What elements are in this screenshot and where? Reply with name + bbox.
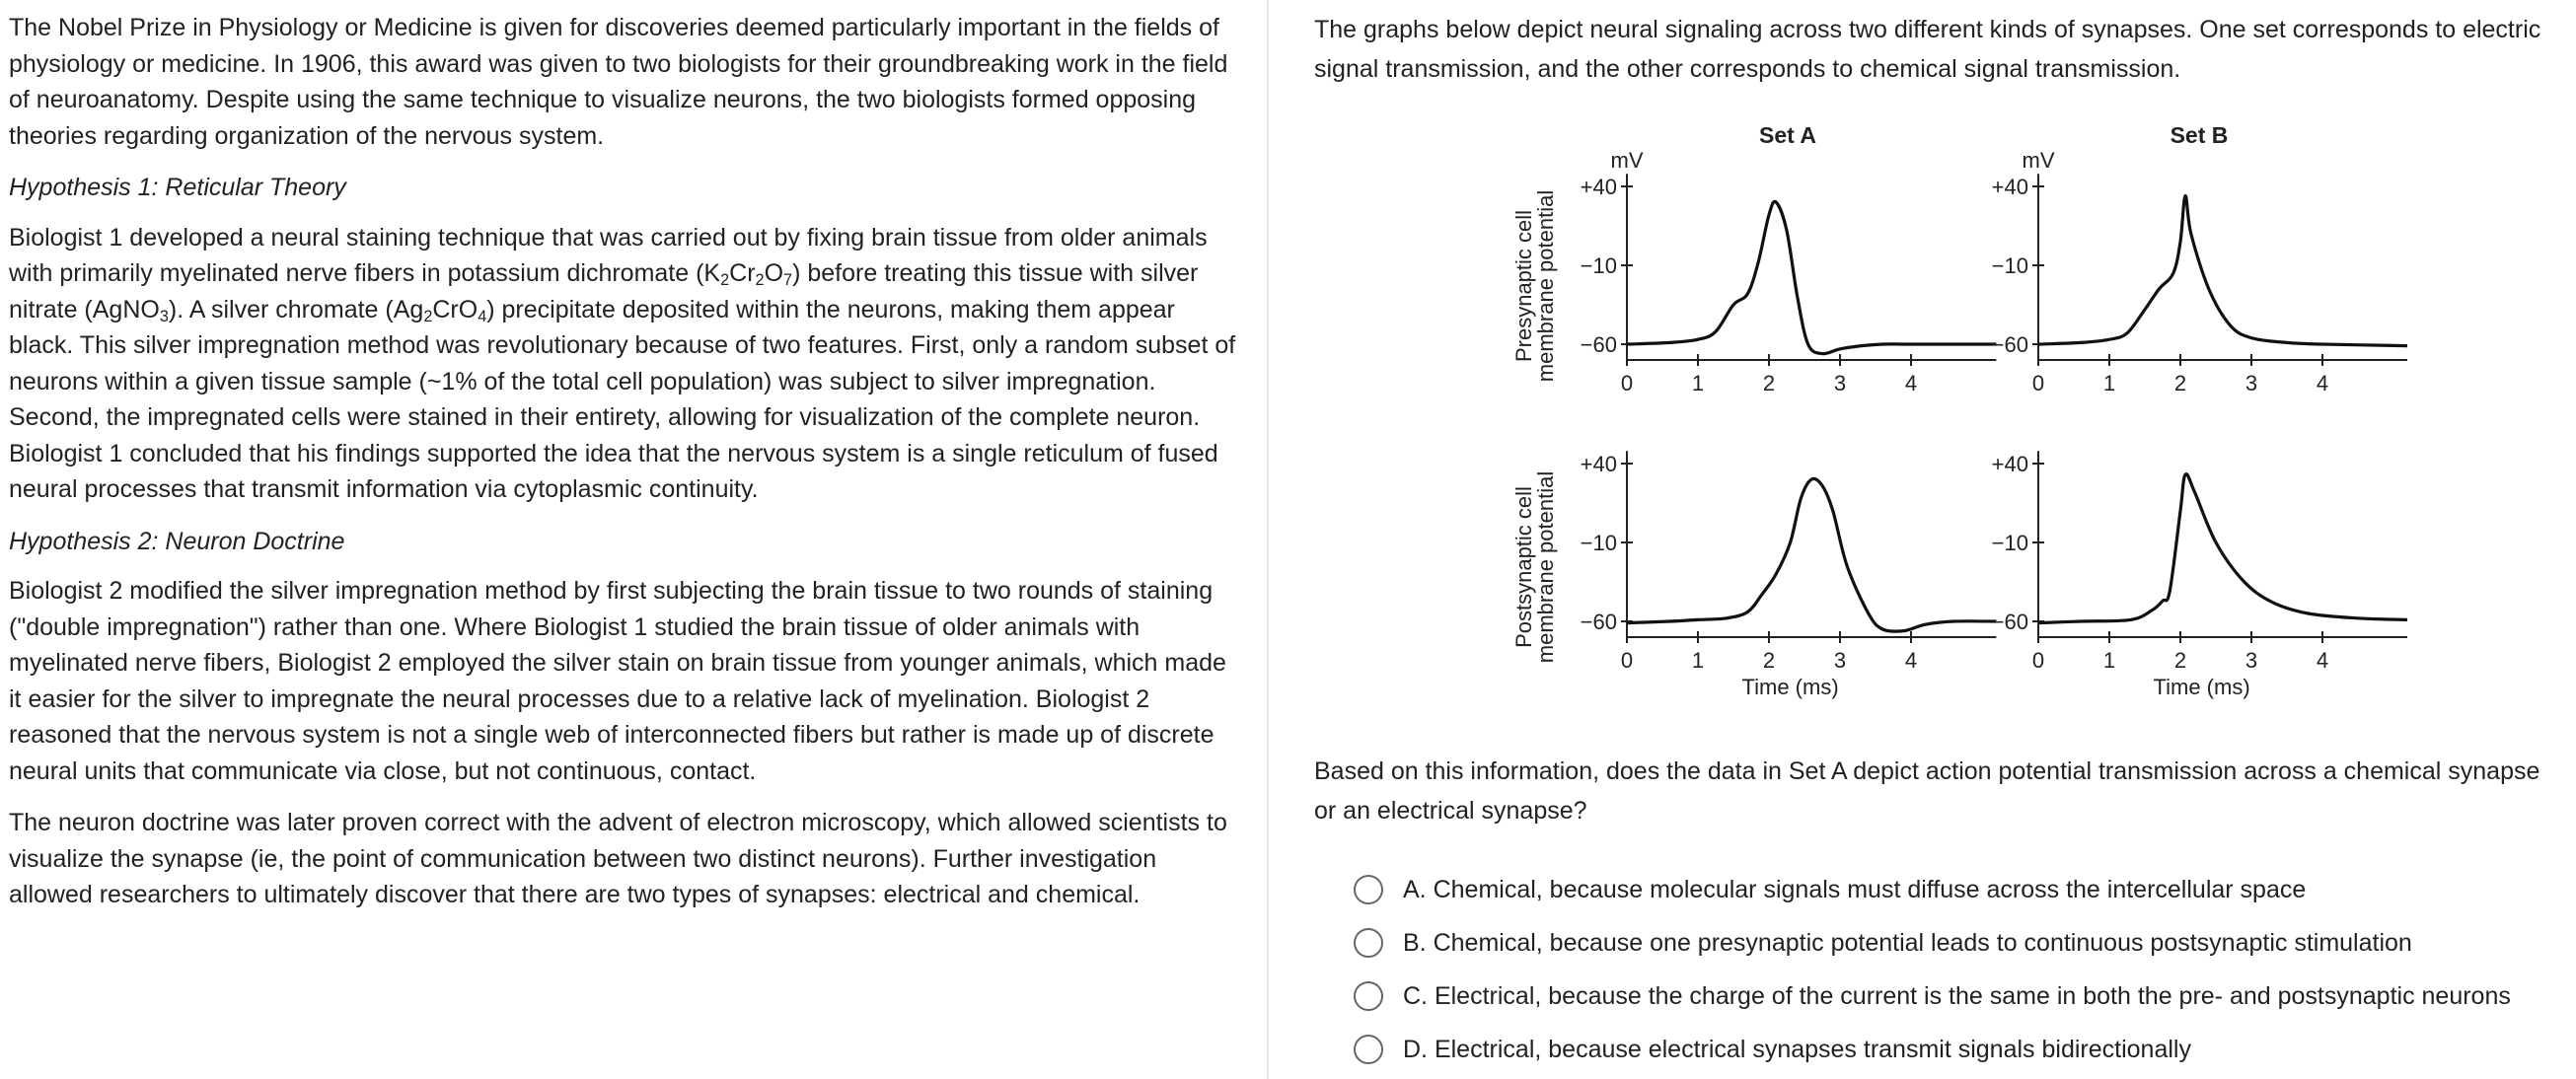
hyp1-formula-part: CrO — [432, 295, 478, 324]
y-tick-label: −10 — [1991, 253, 2028, 278]
option-d-radio[interactable] — [1354, 1035, 1383, 1064]
hypothesis-1-title: Hypothesis 1: Reticular Theory — [9, 174, 346, 201]
option-a-letter: A. — [1403, 875, 1427, 903]
hyp1-text-4: ) precipitate deposited within the neurons, making them appear black. This silver impregnation method was revolutionary because of two features. First, only a random subset of neurons within a given tissue sample (~1% of the total cell population) was subject to silver impregnation. Second, the impregnated cells were stained in their entirety, allowing for visualization of the complete neuron. Biologist 1 concluded that his findings supported the idea that the nervous system is a single reticulum of fused neural processes that transmit information via cytoplasmic continuity. — [9, 295, 1236, 503]
hyp1-sub: 2 — [720, 271, 730, 290]
option-c-radio[interactable] — [1354, 981, 1383, 1011]
y-axis-title-line2: membrane potential — [1533, 470, 1558, 664]
option-b-letter: B. — [1403, 928, 1427, 957]
option-b[interactable] — [1354, 916, 2511, 970]
synapse-graphs-figure — [1480, 113, 2407, 735]
x-tick-label: 1 — [1691, 648, 1705, 673]
hyp1-sub: 3 — [159, 307, 169, 325]
x-tick-label: 3 — [1833, 648, 1847, 673]
question-intro-block — [1314, 10, 2547, 89]
panel-divider[interactable] — [1267, 0, 1269, 1079]
hypothesis-2-paragraph: Biologist 2 modified the silver impregnation method by first subjecting the brain tissue to two rounds of staining ("double impregnation") rather than one. Where Biologist 1 studied the brain tissue of older animals with myelinated nerve fibers, Biologist 2 employed the silver stain on brain tissue from younger animals, which made it easier for the silver to impregnate the neural processes due to a relative lack of myelination. Biologist 2 reasoned that the nervous system is not a single web of interconnected fibers but rather is made up of discrete neural units that communicate via close, but not continuous, contact. — [9, 577, 1226, 785]
option-d-letter: D. — [1403, 1035, 1428, 1063]
x-tick-label: 4 — [1904, 648, 1918, 673]
x-tick-label: 2 — [1762, 371, 1776, 396]
y-tick-label: −60 — [1580, 610, 1617, 634]
postsynaptic-potential-line-set-a — [1627, 478, 1996, 631]
x-tick-label: 4 — [1904, 371, 1918, 396]
hyp1-text-3: ). A silver chromate (Ag — [168, 295, 424, 324]
hypothesis-2-title: Hypothesis 2: Neuron Doctrine — [9, 527, 345, 555]
x-tick-label: 0 — [2031, 371, 2045, 396]
hyp1-formula-part: O — [764, 259, 784, 287]
hyp1-sub: 7 — [783, 271, 793, 290]
x-tick-label: 1 — [2102, 371, 2116, 396]
question-stem: Based on this information, does the data in Set A depict action potential transmission across a chemical synapse or an electrical synapse? — [1314, 757, 2540, 825]
y-unit-label: mV — [2022, 148, 2055, 174]
y-tick-label: −60 — [1991, 332, 2028, 357]
y-tick-label: +40 — [1991, 452, 2028, 476]
postsynaptic-potential-line-set-b — [2038, 474, 2407, 623]
option-c-label: Electrical, because the charge of the current is the same in both the pre- and postsynaptic neurons — [1434, 981, 2511, 1010]
x-tick-label: 2 — [2173, 371, 2187, 396]
x-tick-label: 3 — [1833, 371, 1847, 396]
x-tick-label: 0 — [1620, 371, 1634, 396]
x-tick-label: 2 — [1762, 648, 1776, 673]
question-stem-block — [1314, 752, 2547, 830]
hyp1-sub: 4 — [478, 307, 487, 325]
hypothesis-1-paragraph — [9, 220, 1242, 508]
option-c[interactable] — [1354, 970, 2511, 1023]
x-axis-label: Time (ms) — [2153, 675, 2250, 699]
hyp1-text-2: ) before treating this tissue with silver nitrate (AgNO — [9, 259, 1199, 324]
option-c-letter: C. — [1403, 981, 1428, 1010]
x-tick-label: 4 — [2316, 371, 2329, 396]
presynaptic-potential-line-set-b — [2038, 196, 2407, 346]
answer-options — [1354, 863, 2511, 1076]
y-tick-label: +40 — [1991, 175, 2028, 199]
x-tick-label: 4 — [2316, 648, 2329, 673]
option-a[interactable] — [1354, 863, 2511, 916]
hyp1-sub: 2 — [423, 307, 433, 325]
hyp1-text-1: Biologist 1 developed a neural staining technique that was carried out by fixing brain tissue from older animals with primarily myelinated nerve fibers in potassium dichromate (K — [9, 223, 1208, 287]
y-unit-label: mV — [1610, 148, 1644, 174]
y-axis-title-line2: membrane potential — [1533, 189, 1558, 383]
hyp1-sub: 2 — [755, 271, 765, 290]
option-b-text[interactable] — [1403, 929, 2412, 958]
y-tick-label: −60 — [1991, 610, 2028, 634]
y-axis-title-line1: Postsynaptic cell — [1511, 486, 1536, 648]
passage-conclusion: The neuron doctrine was later proven correct with the advent of electron microscopy, which allowed scientists to visualize the synapse (ie, the point of communication between two distinct neurons). Further investigation allowed researchers to ultimately discover that there are two types of synapses: electrical and chemical. — [9, 809, 1227, 908]
option-d-label: Electrical, because electrical synapses transmit signals bidirectionally — [1434, 1035, 2191, 1063]
x-tick-label: 2 — [2173, 648, 2187, 673]
x-tick-label: 1 — [1691, 371, 1705, 396]
y-tick-label: −60 — [1580, 332, 1617, 357]
y-tick-label: +40 — [1580, 452, 1617, 476]
option-c-text[interactable] — [1403, 982, 2511, 1011]
option-a-text[interactable] — [1403, 876, 2306, 904]
x-axis-label: Time (ms) — [1741, 675, 1839, 699]
x-tick-label: 0 — [2031, 648, 2045, 673]
set-title: Set B — [2170, 122, 2229, 148]
y-axis-title-line1: Presynaptic cell — [1511, 209, 1536, 363]
x-tick-label: 0 — [1620, 648, 1634, 673]
passage-intro: The Nobel Prize in Physiology or Medicine is given for discoveries deemed particularly important in the fields of physiology or medicine. In 1906, this award was given to two biologists for their groundbreaking work in the field of neuroanatomy. Despite using the same technique to visualize neurons, the two biologists formed opposing theories regarding organization of the nervous system. — [9, 14, 1228, 150]
hyp1-formula-part: Cr — [729, 259, 756, 287]
option-b-label: Chemical, because one presynaptic potential leads to continuous postsynaptic stimulation — [1433, 928, 2412, 957]
y-tick-label: −10 — [1580, 253, 1617, 278]
x-tick-label: 3 — [2245, 371, 2258, 396]
x-tick-label: 1 — [2102, 648, 2116, 673]
y-tick-label: −10 — [1991, 531, 2028, 555]
option-a-label: Chemical, because molecular signals must diffuse across the intercellular space — [1433, 875, 2307, 903]
option-b-radio[interactable] — [1354, 928, 1383, 958]
y-tick-label: +40 — [1580, 175, 1617, 199]
x-tick-label: 3 — [2245, 648, 2258, 673]
option-d[interactable] — [1354, 1023, 2511, 1076]
passage-panel — [9, 10, 1242, 929]
question-intro: The graphs below depict neural signaling across two different kinds of synapses. One set corresponds to electric signal transmission, and the other corresponds to chemical signal transmission. — [1314, 16, 2541, 83]
option-a-radio[interactable] — [1354, 875, 1383, 904]
set-title: Set A — [1759, 122, 1816, 148]
option-d-text[interactable] — [1403, 1036, 2191, 1064]
presynaptic-potential-line-set-a — [1627, 201, 1996, 353]
y-tick-label: −10 — [1580, 531, 1617, 555]
